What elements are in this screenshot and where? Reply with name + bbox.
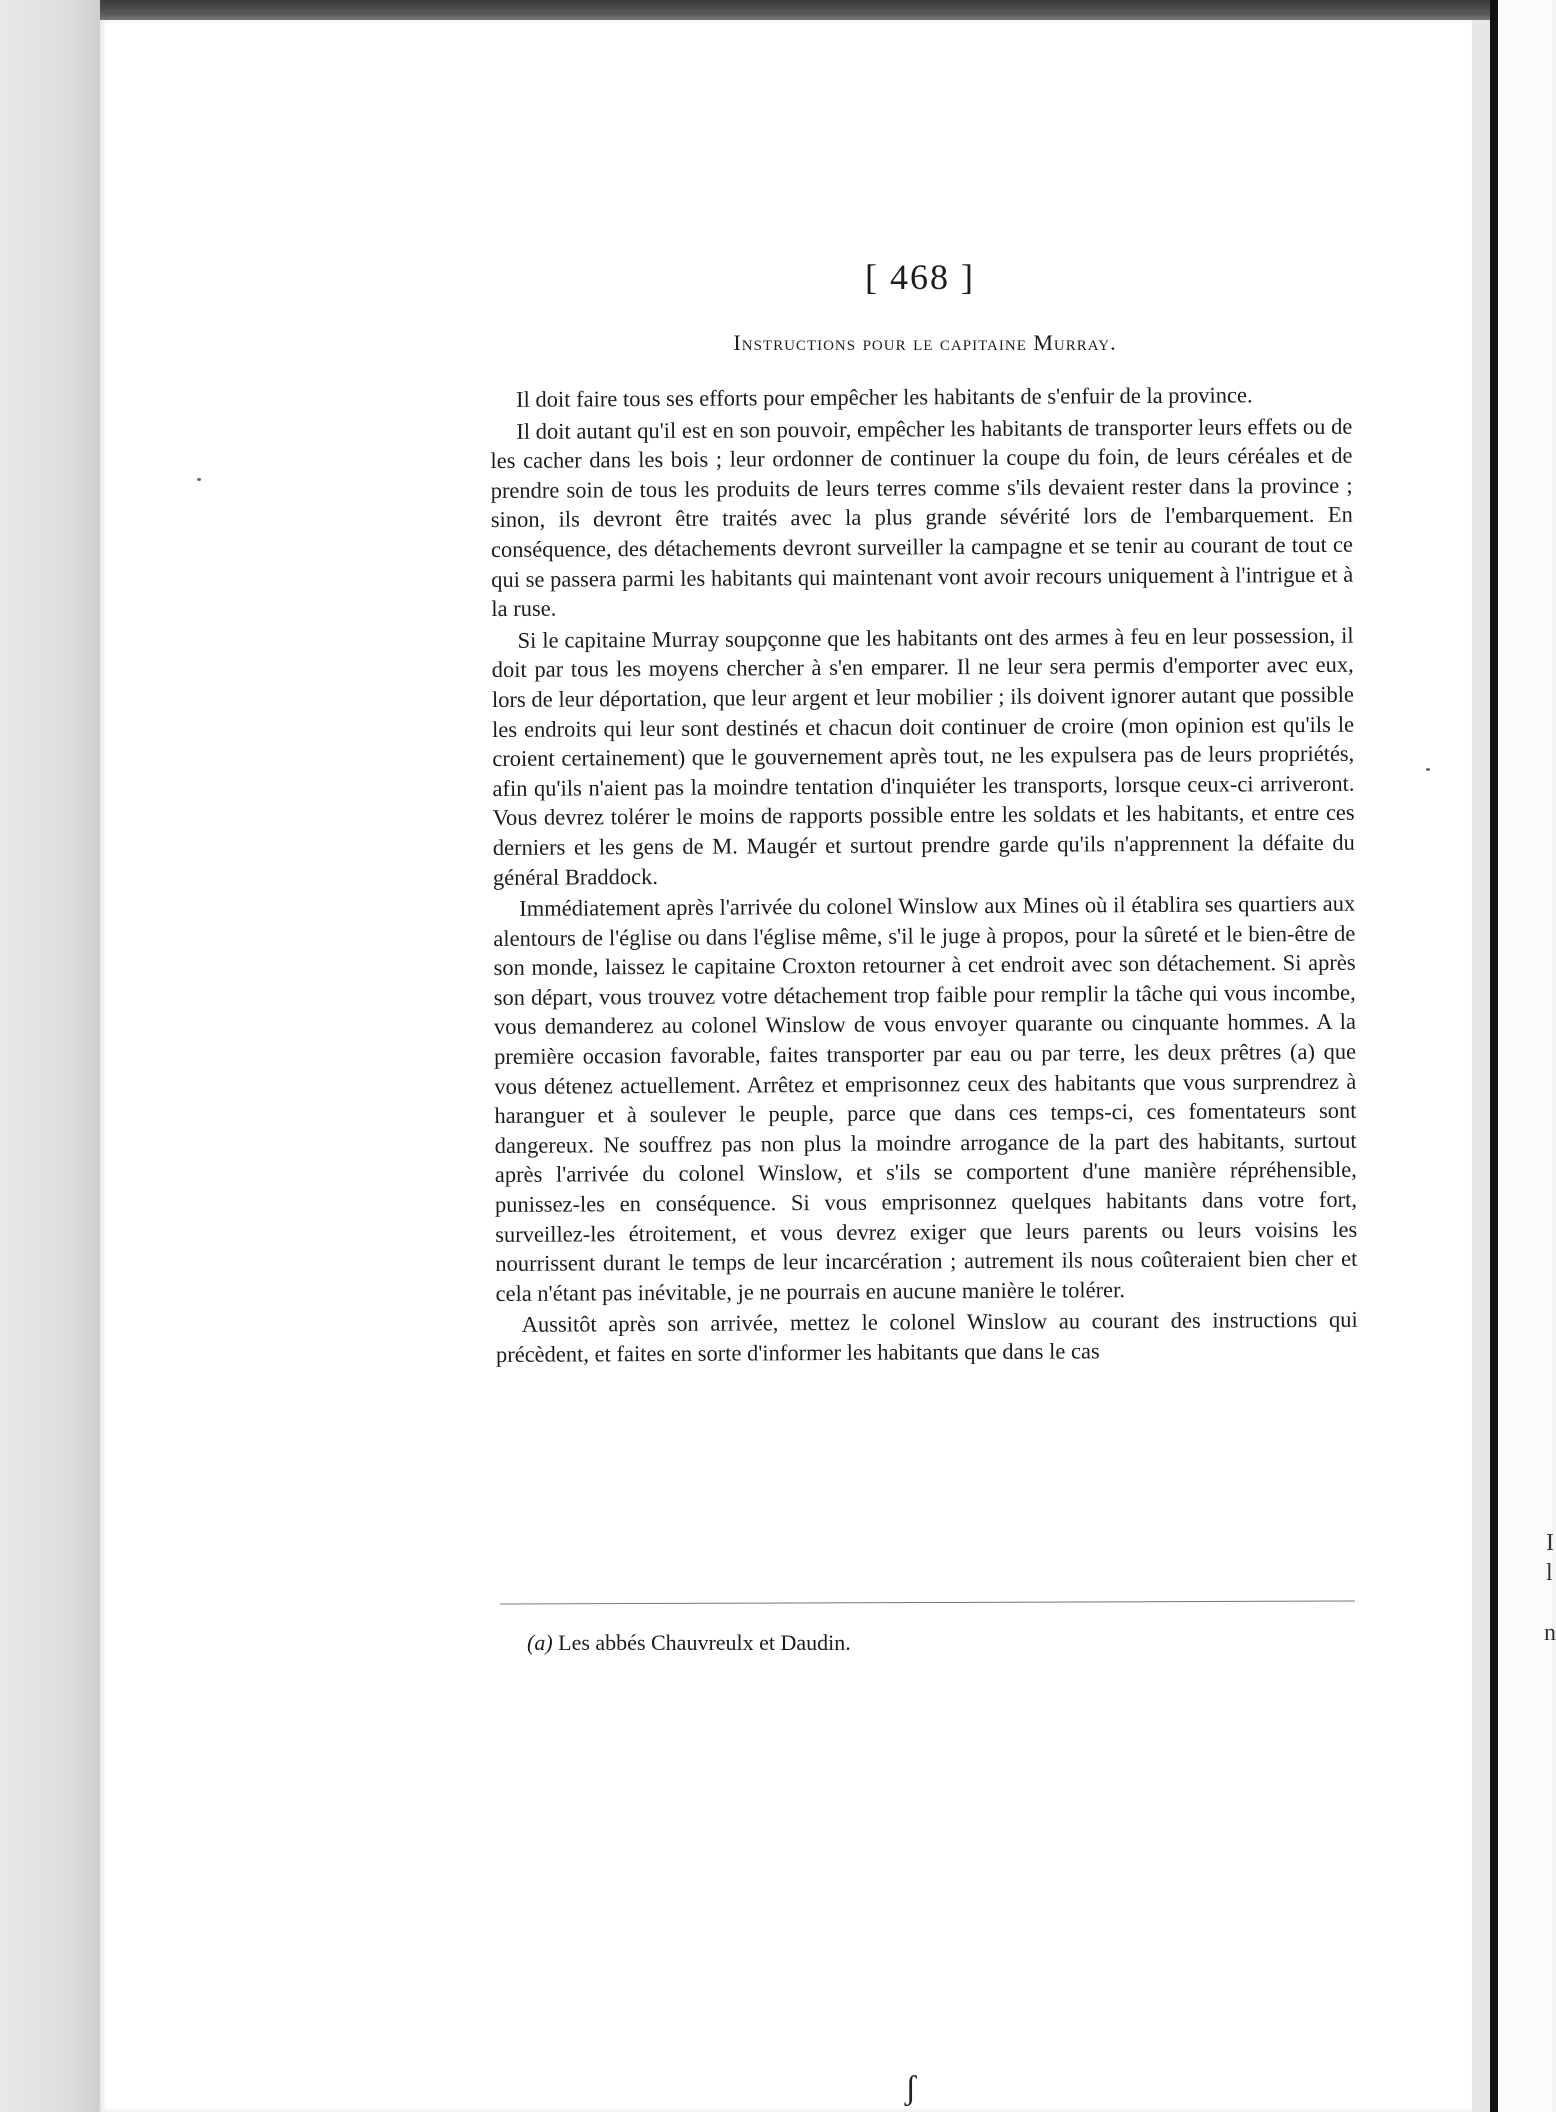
next-page-fragment: l bbox=[1546, 1560, 1553, 1586]
scan-speck bbox=[1426, 768, 1430, 771]
paragraph: Il doit faire tous ses efforts pour empêcher les habitants de s'enfuir de la province. bbox=[516, 382, 1253, 412]
scan-speck bbox=[197, 478, 201, 481]
paragraph: Aussitôt après son arrivée, mettez le colonel Winslow au courant des instructions qui précèdent, et faites en sorte d'informer les habitants que dans le cas bbox=[495, 1307, 1358, 1367]
next-page-fragment: n bbox=[1544, 1620, 1556, 1646]
scan-artifact: ʃ bbox=[905, 2070, 917, 2107]
page-right-margin bbox=[1472, 20, 1490, 2112]
next-page-fragment: I bbox=[1546, 1530, 1554, 1556]
paragraph: Immédiatement après l'arrivée du colonel Winslow aux Mines où il établira ses quartiers aux alentours de l'église ou dans l'église même, s'il le juge à propos, pour la sûreté et le bien-être de son monde, laissez le capitaine Croxton retourner à cet endroit avec son détachement. Si après son départ, vous trouvez votre détachement trop faible pour remplir la tâche qui vous incombe, vous demanderez au colonel Winslow de vous envoyer quarante ou cinquante hommes. A la première occasion favorable, faites transporter par eau ou par terre, les deux prêtres (a) que vous détenez actuellement. Arrêtez et emprisonnez ceux des habitants que vous surprendrez à haranguer et à soulever le peuple, parce que dans ces temps-ci, ces fomentateurs sont dangereux. Ne souffrez pas non plus la moindre arrogance de la part des habitants, surtout après l'arrivée du colonel Winslow, et s'ils se comportent d'une manière répréhensible, punissez-les en conséquence. Si vous emprisonnez quelques habitants dans votre fort, surveillez-les étroitement, et vous devrez exiger que leurs parents ou leurs voisins les nourrissent durant le temps de leur incarcération ; autrement ils nous coûteraient bien cher et cela n'étant pas inévitable, je ne pourrais en aucune manière le tolérer. bbox=[493, 890, 1358, 1306]
body-text bbox=[490, 380, 1358, 1372]
paragraph: Il doit autant qu'il est en son pouvoir, empêcher les habitants de transporter leurs effets ou de les cacher dans les bois ; leur ordonner de continuer la coupe du foin, de leurs céréales et de prendre soin de tous les produits de leurs terres comme s'ils devaient rester dans la province ; sinon, ils devront être traités avec la plus grande sévérité lors de l'embarquement. En conséquence, des détachements devront surveiller la campagne et se tenir au courant de tout ce qui se passera parmi les habitants qui maintenant vont avoir recours uniquement à l'intrigue et à la ruse. bbox=[490, 413, 1354, 622]
paragraph: Si le capitaine Murray soupçonne que les habitants ont des armes à feu en leur possession, il doit par tous les moyens chercher à s'en emparer. Il ne leur sera permis d'emporter avec eux, lors de leur déportation, que leur argent et leur mobilier ; ils doivent ignorer autant que possible les endroits qui leur sont destinés et chacun doit continuer de croire (mon opinion est qu'ils le croient certainement) que le gouvernement après tout, ne les expulsera pas de leurs propriétés, afin qu'ils n'aient pas la moindre tentation d'inquiéter les transports, lorsque ceux-ci arriveront. Vous devrez tolérer le moins de rapports possible entre les soldats et les habitants, et entre ces derniers et les gens de M. Maugér et surtout prendre garde qu'ils n'apprennent la défaite du général Braddock. bbox=[491, 622, 1355, 890]
next-page-strip bbox=[1498, 0, 1556, 2112]
footnote-marker: (a) bbox=[527, 1630, 553, 1655]
book-gutter-shadow bbox=[1490, 0, 1498, 2112]
footnote bbox=[527, 1630, 1227, 1656]
book-left-edge bbox=[0, 0, 100, 2112]
footnote-text: Les abbés Chauvreulx et Daudin. bbox=[558, 1630, 851, 1655]
section-heading: Instructions pour le capitaine Murray. bbox=[733, 330, 1117, 355]
page-number: [ 468 ] bbox=[865, 257, 975, 297]
